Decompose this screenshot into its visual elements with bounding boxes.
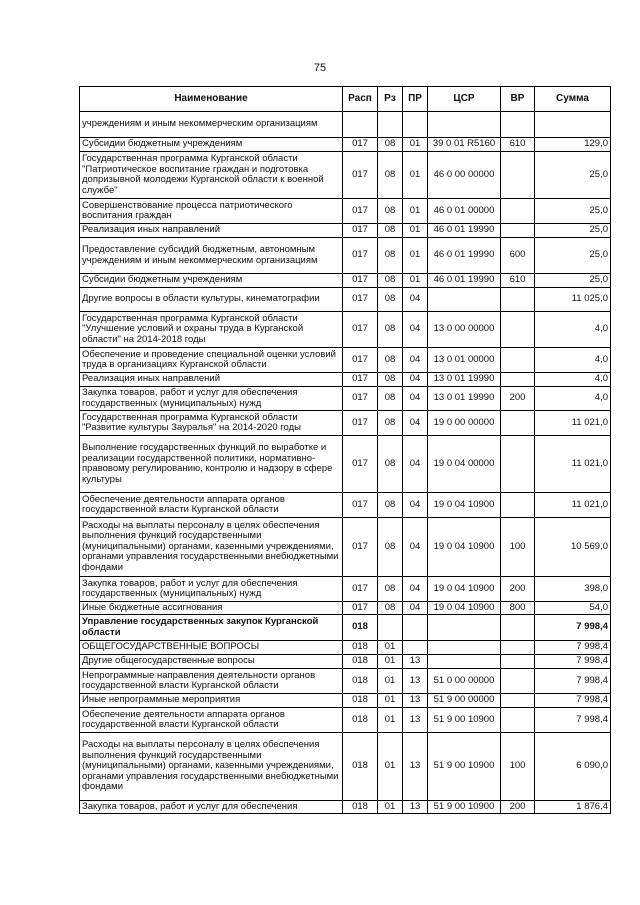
cell-sum: 10 569,0: [535, 518, 611, 577]
cell-rz: [378, 112, 403, 138]
cell-rz: 08: [378, 238, 403, 274]
cell-vr: [501, 694, 535, 708]
cell-csr: 46 0 01 19990: [428, 224, 501, 238]
cell-vr: 200: [501, 577, 535, 602]
cell-csr: 19 0 04 10900: [428, 577, 501, 602]
page-number: 75: [313, 62, 327, 74]
cell-rasp: 017: [343, 602, 378, 615]
table-body: [80, 112, 611, 814]
cell-csr: 46 0 01 19990: [428, 238, 501, 274]
cell-csr: 46 0 01 00000: [428, 199, 501, 224]
table-row: [80, 518, 611, 577]
cell-rz: 01: [378, 655, 403, 669]
cell-name: Закупка товаров, работ и услуг для обеспечения государственных (муниципальных) нужд: [80, 577, 343, 602]
cell-csr: 46 0 01 19990: [428, 274, 501, 288]
column-header-name: Наименование: [80, 87, 343, 112]
cell-rz: 08: [378, 436, 403, 493]
table-row: [80, 387, 611, 411]
cell-pr: 04: [403, 288, 428, 312]
cell-rasp: 018: [343, 708, 378, 733]
cell-rasp: 017: [343, 224, 378, 238]
table-row: [80, 238, 611, 274]
cell-rasp: 017: [343, 199, 378, 224]
cell-vr: [501, 436, 535, 493]
table-row: [80, 733, 611, 801]
cell-pr: 13: [403, 669, 428, 694]
cell-pr: 04: [403, 373, 428, 387]
cell-rasp: [343, 112, 378, 138]
cell-pr: 13: [403, 655, 428, 669]
cell-sum: 25,0: [535, 238, 611, 274]
cell-vr: 800: [501, 602, 535, 615]
table-row: [80, 312, 611, 348]
cell-rz: 08: [378, 348, 403, 373]
cell-rz: 01: [378, 733, 403, 801]
cell-name: Государственная программа Курганской области "Развитие культуры Зауралья" на 2014-2020 годы: [80, 411, 343, 436]
cell-vr: 610: [501, 274, 535, 288]
cell-rz: 08: [378, 224, 403, 238]
cell-csr: 19 0 04 10900: [428, 602, 501, 615]
table-header-row: [80, 87, 611, 112]
cell-sum: 1 876,4: [535, 801, 611, 814]
cell-vr: [501, 641, 535, 655]
column-header-vr: ВР: [501, 87, 535, 112]
cell-sum: 4,0: [535, 387, 611, 411]
cell-rz: 01: [378, 708, 403, 733]
cell-rz: 08: [378, 577, 403, 602]
cell-name: Реализация иных направлений: [80, 373, 343, 387]
cell-csr: 51 9 00 10900: [428, 801, 501, 814]
cell-pr: 04: [403, 518, 428, 577]
cell-rasp: 017: [343, 373, 378, 387]
cell-name: Расходы на выплаты персоналу в целях обеспечения выполнения функций государственными (муниципальными) органами, казенными учреждениями, органами управления государственными внебюджетными фондами: [80, 518, 343, 577]
cell-pr: 04: [403, 348, 428, 373]
cell-rasp: 017: [343, 288, 378, 312]
cell-vr: [501, 199, 535, 224]
table-row: [80, 641, 611, 655]
cell-vr: 600: [501, 238, 535, 274]
cell-rz: 08: [378, 199, 403, 224]
cell-vr: [501, 288, 535, 312]
cell-sum: 54,0: [535, 602, 611, 615]
cell-pr: [403, 615, 428, 641]
cell-pr: 13: [403, 708, 428, 733]
table-row: [80, 138, 611, 152]
table-row: [80, 694, 611, 708]
cell-pr: 04: [403, 602, 428, 615]
cell-sum: 25,0: [535, 199, 611, 224]
cell-pr: 01: [403, 152, 428, 199]
cell-rz: 08: [378, 312, 403, 348]
cell-rasp: 017: [343, 411, 378, 436]
cell-csr: 51 0 00 00000: [428, 669, 501, 694]
cell-name: Субсидии бюджетным учреждениям: [80, 274, 343, 288]
cell-rasp: 017: [343, 577, 378, 602]
table-row: [80, 348, 611, 373]
cell-sum: 11 021,0: [535, 493, 611, 518]
cell-vr: [501, 348, 535, 373]
cell-name: Закупка товаров, работ и услуг для обеспечения государственных (муниципальных) нужд: [80, 387, 343, 411]
cell-csr: [428, 288, 501, 312]
cell-csr: 19 0 04 10900: [428, 518, 501, 577]
cell-sum: 7 998,4: [535, 641, 611, 655]
cell-name: Совершенствование процесса патриотического воспитания граждан: [80, 199, 343, 224]
table-row: [80, 274, 611, 288]
cell-sum: 7 998,4: [535, 708, 611, 733]
cell-csr: 13 0 01 19990: [428, 387, 501, 411]
table-row: [80, 801, 611, 814]
column-header-rasp: Расп: [343, 87, 378, 112]
cell-rz: 01: [378, 801, 403, 814]
cell-name: Обеспечение деятельности аппарата органов государственной власти Курганской области: [80, 493, 343, 518]
cell-pr: 01: [403, 199, 428, 224]
cell-name: Предоставление субсидий бюджетным, автономным учреждениям и иным некоммерческим организациям: [80, 238, 343, 274]
cell-vr: [501, 669, 535, 694]
cell-vr: [501, 655, 535, 669]
cell-rasp: 018: [343, 615, 378, 641]
cell-sum: 4,0: [535, 312, 611, 348]
cell-sum: 11 021,0: [535, 411, 611, 436]
table-row: [80, 373, 611, 387]
cell-pr: 13: [403, 801, 428, 814]
cell-sum: 4,0: [535, 373, 611, 387]
cell-name: Выполнение государственных функций по выработке и реализации государственной политики, нормативно-правовому регулированию, контролю и надзору в сфере культуры: [80, 436, 343, 493]
cell-sum: 11 021,0: [535, 436, 611, 493]
cell-rz: 08: [378, 387, 403, 411]
cell-rz: 08: [378, 288, 403, 312]
cell-pr: 04: [403, 493, 428, 518]
cell-rasp: 017: [343, 312, 378, 348]
budget-table: [79, 86, 611, 814]
column-header-pr: ПР: [403, 87, 428, 112]
cell-vr: [501, 493, 535, 518]
cell-rasp: 017: [343, 387, 378, 411]
cell-vr: [501, 152, 535, 199]
table-row: [80, 288, 611, 312]
table-row: [80, 708, 611, 733]
cell-name: Реализация иных направлений: [80, 224, 343, 238]
cell-pr: 01: [403, 138, 428, 152]
cell-rasp: 017: [343, 138, 378, 152]
cell-rasp: 018: [343, 801, 378, 814]
cell-rasp: 017: [343, 238, 378, 274]
cell-vr: [501, 615, 535, 641]
table-row: [80, 493, 611, 518]
cell-sum: 7 998,4: [535, 694, 611, 708]
table-row: [80, 152, 611, 199]
table-row: [80, 655, 611, 669]
cell-sum: 7 998,4: [535, 669, 611, 694]
cell-name: Обеспечение деятельности аппарата органов государственной власти Курганской области: [80, 708, 343, 733]
cell-rasp: 017: [343, 493, 378, 518]
cell-csr: 13 0 00 00000: [428, 312, 501, 348]
cell-name: Обеспечение и проведение специальной оценки условий труда в организациях Курганской области: [80, 348, 343, 373]
cell-rz: 08: [378, 152, 403, 199]
table-row: [80, 577, 611, 602]
cell-rasp: 017: [343, 518, 378, 577]
cell-rasp: 018: [343, 694, 378, 708]
cell-name: Иные непрограммные мероприятия: [80, 694, 343, 708]
cell-sum: 7 998,4: [535, 655, 611, 669]
cell-vr: 100: [501, 733, 535, 801]
cell-rz: 08: [378, 411, 403, 436]
table-row: [80, 436, 611, 493]
cell-rasp: 018: [343, 669, 378, 694]
cell-csr: 51 9 00 00000: [428, 694, 501, 708]
cell-sum: 11 025,0: [535, 288, 611, 312]
cell-vr: 610: [501, 138, 535, 152]
cell-pr: 01: [403, 238, 428, 274]
cell-rz: 08: [378, 518, 403, 577]
cell-csr: [428, 112, 501, 138]
cell-name: Иные бюджетные ассигнования: [80, 602, 343, 615]
cell-rz: [378, 615, 403, 641]
cell-sum: 25,0: [535, 224, 611, 238]
cell-csr: 39 0 01 R5160: [428, 138, 501, 152]
cell-sum: [535, 112, 611, 138]
table-row: [80, 411, 611, 436]
cell-name: Государственная программа Курганской области "Патриотическое воспитание граждан и подготовка допризывной молодежи Курганской области к военной службе": [80, 152, 343, 199]
cell-csr: 51 9 00 10900: [428, 708, 501, 733]
cell-rz: 01: [378, 694, 403, 708]
table-row: [80, 669, 611, 694]
cell-vr: [501, 224, 535, 238]
cell-pr: 04: [403, 411, 428, 436]
cell-rasp: 018: [343, 655, 378, 669]
cell-pr: 04: [403, 577, 428, 602]
cell-name: Субсидии бюджетным учреждениям: [80, 138, 343, 152]
cell-csr: 13 0 01 00000: [428, 348, 501, 373]
cell-pr: 04: [403, 312, 428, 348]
cell-csr: 13 0 01 19990: [428, 373, 501, 387]
cell-rasp: 017: [343, 152, 378, 199]
cell-pr: 04: [403, 387, 428, 411]
cell-rz: 08: [378, 373, 403, 387]
cell-vr: [501, 373, 535, 387]
table-row: [80, 615, 611, 641]
cell-pr: 01: [403, 274, 428, 288]
cell-pr: 13: [403, 733, 428, 801]
cell-rasp: 017: [343, 436, 378, 493]
cell-csr: 19 0 00 00000: [428, 411, 501, 436]
column-header-sum: Сумма: [535, 87, 611, 112]
cell-pr: 04: [403, 436, 428, 493]
cell-vr: [501, 112, 535, 138]
table-row: [80, 112, 611, 138]
cell-name: Другие общегосударственные вопросы: [80, 655, 343, 669]
cell-sum: 25,0: [535, 274, 611, 288]
cell-rasp: 017: [343, 348, 378, 373]
cell-sum: 7 998,4: [535, 615, 611, 641]
cell-rz: 01: [378, 641, 403, 655]
cell-vr: [501, 312, 535, 348]
cell-name: учреждениям и иным некоммерческим организациям: [80, 112, 343, 138]
cell-sum: 398,0: [535, 577, 611, 602]
table-row: [80, 199, 611, 224]
cell-name: Другие вопросы в области культуры, кинематографии: [80, 288, 343, 312]
cell-sum: 4,0: [535, 348, 611, 373]
cell-vr: 100: [501, 518, 535, 577]
cell-name: ОБЩЕГОСУДАРСТВЕННЫЕ ВОПРОСЫ: [80, 641, 343, 655]
cell-sum: 6 090,0: [535, 733, 611, 801]
table-row: [80, 602, 611, 615]
cell-vr: [501, 708, 535, 733]
cell-rz: 01: [378, 669, 403, 694]
cell-pr: [403, 641, 428, 655]
cell-name: Расходы на выплаты персоналу в целях обеспечения выполнения функций государственными (муниципальными) органами, казенными учреждениями, органами управления государственными внебюджетными фондами: [80, 733, 343, 801]
cell-sum: 129,0: [535, 138, 611, 152]
cell-csr: [428, 655, 501, 669]
cell-pr: 13: [403, 694, 428, 708]
table-row: [80, 224, 611, 238]
cell-rz: 08: [378, 138, 403, 152]
cell-vr: 200: [501, 387, 535, 411]
cell-pr: 01: [403, 224, 428, 238]
cell-csr: 19 0 04 10900: [428, 493, 501, 518]
cell-sum: 25,0: [535, 152, 611, 199]
column-header-csr: ЦСР: [428, 87, 501, 112]
cell-csr: [428, 641, 501, 655]
cell-csr: [428, 615, 501, 641]
cell-rz: 08: [378, 274, 403, 288]
cell-name: Государственная программа Курганской области "Улучшение условий и охраны труда в Курганской области" на 2014-2018 годы: [80, 312, 343, 348]
cell-vr: [501, 411, 535, 436]
cell-vr: 200: [501, 801, 535, 814]
cell-name: Закупка товаров, работ и услуг для обеспечения: [80, 801, 343, 814]
cell-csr: 19 0 04 00000: [428, 436, 501, 493]
cell-csr: 46 0 00 00000: [428, 152, 501, 199]
cell-rz: 08: [378, 602, 403, 615]
cell-pr: [403, 112, 428, 138]
cell-name: Непрограммные направления деятельности органов государственной власти Курганской области: [80, 669, 343, 694]
column-header-rz: Рз: [378, 87, 403, 112]
cell-name: Управление государственных закупок Курганской области: [80, 615, 343, 641]
cell-rasp: 018: [343, 733, 378, 801]
cell-csr: 51 9 00 10900: [428, 733, 501, 801]
cell-rasp: 017: [343, 274, 378, 288]
cell-rz: 08: [378, 493, 403, 518]
cell-rasp: 018: [343, 641, 378, 655]
